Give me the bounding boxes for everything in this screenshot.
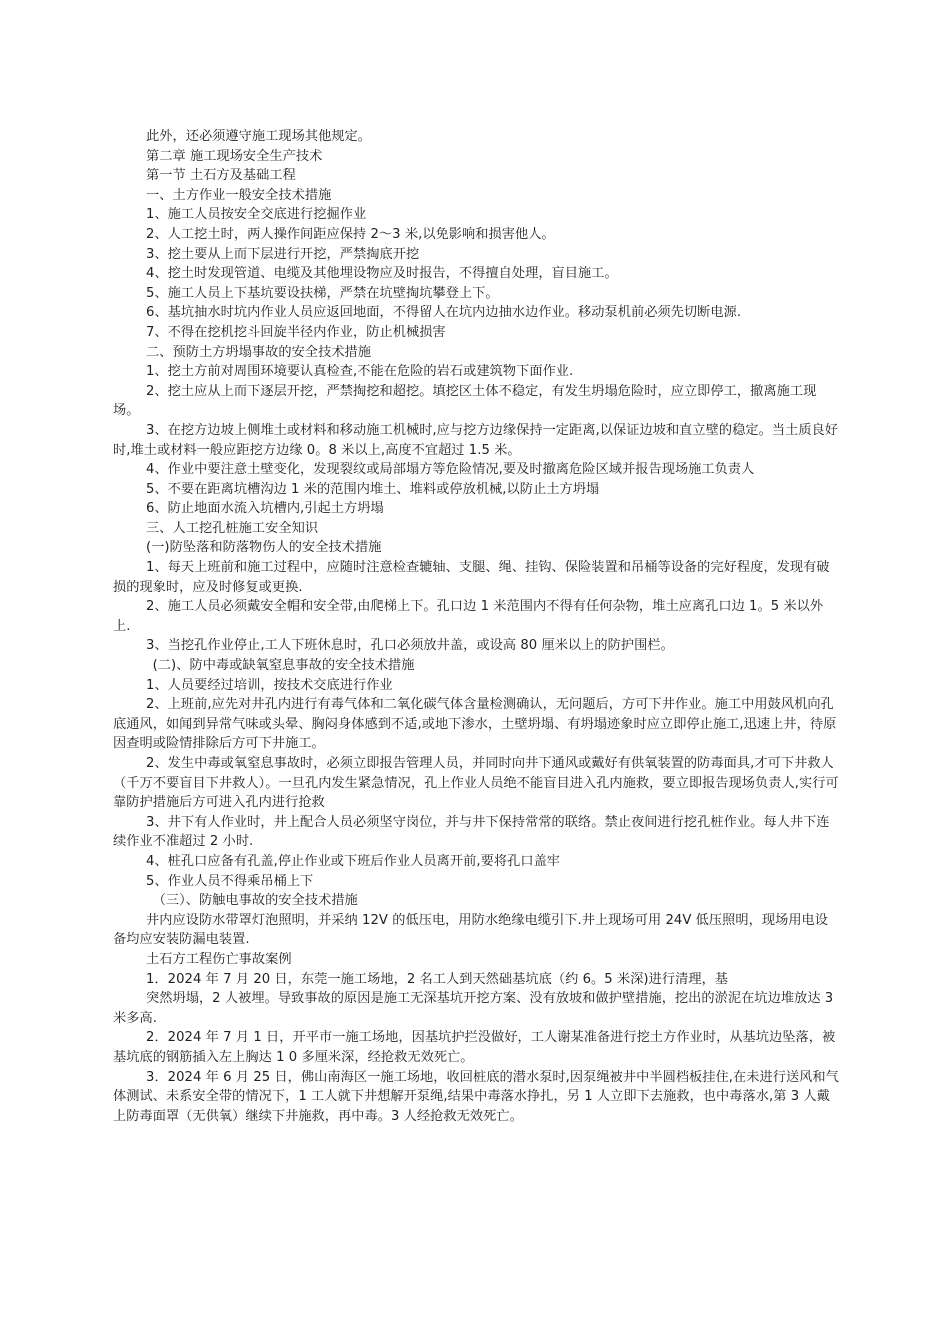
paragraph: (一)防坠落和防落物伤人的安全技术措施 [146,540,382,556]
paragraph: 2．2024 年 7 月 1 日，开平市一施工场地，因基坑护拦没做好，工人谢某准备进行挖土方作业时，从基坑边坠落，被基坑底的钢筋插入左上胸达 1 0 多厘米深，经抢救无效死亡。 [113,1030,836,1065]
paragraph: (二)、防中毒或缺氧窒息事故的安全技术措施 [152,658,415,674]
paragraph: 井内应设防水带罩灯泡照明，并采纳 12V 的低压电，用防水绝缘电缆引下.井上现场可用 24V 低压照明，现场用电设备均应安装防漏电装置. [113,912,829,948]
paragraph: 第一节 土石方及基础工程 [146,168,296,184]
paragraph: 1．2024 年 7 月 20 日，东莞一施工场地，2 名工人到天然础基坑底（约 6。5 米深)进行清理，基 [146,971,729,987]
paragraph: 3、挖土要从上而下层进行开挖，严禁掏底开挖 [146,246,420,262]
paragraph: 3、在挖方边坡上侧堆土或材料和移动施工机械时,应与挖方边缘保持一定距离,以保证边坡和直立壁的稳定。当土质良好时,堆土或材料一般应距挖方边缘 0。8 米以上,高度不宜超过 1.5 米。 [113,422,839,458]
paragraph: 第二章 施工现场安全生产技术 [146,148,323,164]
paragraph: 2、施工人员必须戴安全帽和安全带,由爬梯上下。孔口边 1 米范围内不得有任何杂物，堆土应离孔口边 1。5 米以外上. [113,599,824,634]
paragraph: 4、挖土时发现管道、电缆及其他埋设物应及时报告，不得擅自处理，盲目施工。 [146,266,618,282]
paragraph: 7、不得在挖机挖斗回旋半径内作业，防止机械损害 [146,324,446,340]
paragraph: （三）、防触电事故的安全技术措施 [152,893,358,909]
paragraph: 2、上班前,应先对井孔内进行有毒气体和二氧化碳气体含量检测确认，无问题后，方可下井作业。施工中用鼓风机向孔底通风，如闻到异常气味或头晕、胸闷身体感到不适,或地下渗水，土壁坍塌、有坍塌迹象时应立即停止施工,迅速上井，待原因查明或险情排除后方可下井施工。 [113,697,837,752]
document-body [113,127,839,1126]
paragraph: 6、防止地面水流入坑槽内,引起土方坍塌 [146,501,384,517]
paragraph: 三、人工挖孔桩施工安全知识 [146,520,319,536]
paragraph: 5、施工人员上下基坑要设扶梯，严禁在坑壁掏坑攀登上下。 [146,285,499,301]
paragraph: 一、土方作业一般安全技术措施 [146,187,332,203]
paragraph: 1、挖土方前对周围环境要认真检查,不能在危险的岩石或建筑物下面作业. [146,364,574,380]
paragraph: 3、当挖孔作业停止,工人下班休息时，孔口必须放井盖，或设高 80 厘米以上的防护围栏。 [146,638,674,654]
paragraph: 突然坍塌，2 人被埋。导致事故的原因是施工无深基坑开挖方案、没有放坡和做护壁措施，挖出的淤泥在坑边堆放达 3 米多高. [113,991,834,1026]
paragraph: 2、挖土应从上而下逐层开挖，严禁掏挖和超挖。填挖区土体不稳定，有发生坍塌危险时，应立即停工，撤离施工现场。 [113,383,817,419]
paragraph: 此外，还必须遵守施工现场其他规定。 [146,129,372,144]
paragraph: 2、人工挖土时，两人操作间距应保持 2～3 米,以免影响和损害他人。 [146,226,555,242]
paragraph: 5、不要在距离坑槽沟边 1 米的范围内堆土、堆料或停放机械,以防止土方坍塌 [146,481,600,497]
paragraph: 1、人员要经过培训，按技术交底进行作业 [146,677,393,693]
paragraph: 二、预防土方坍塌事故的安全技术措施 [146,344,372,360]
paragraph: 6、基坑抽水时坑内作业人员应返回地面，不得留人在坑内边抽水边作业。移动泵机前必须先切断电源. [146,305,742,321]
paragraph: 2、发生中毒或氧窒息事故时，必须立即报告管理人员，并同时向井下通风或戴好有供氧装置的防毒面具,才可下井救人（千万不要盲目下井救人）。一旦孔内发生紧急情况，孔上作业人员绝不能盲目进入孔内施救，要立即报告现场负责人,实行可靠防护措施后方可进入孔内进行抢救 [113,756,839,811]
paragraph: 3、井下有人作业时，井上配合人员必须坚守岗位，并与井下保持常常的联络。禁止夜间进行挖孔桩作业。每人井下连续作业不准超过 2 小时. [113,814,830,850]
paragraph: 4、作业中要注意土壁变化，发现裂纹或局部塌方等危险情况,要及时撤离危险区域并报告现场施工负责人 [146,462,755,478]
paragraph: 4、桩孔口应备有孔盖,停止作业或下班后作业人员离开前,要将孔口盖牢 [146,853,561,869]
paragraph: 1、施工人员按安全交底进行挖掘作业 [146,207,367,223]
paragraph: 3．2024 年 6 月 25 日，佛山南海区一施工场地，收回桩底的潜水泵时,因泵绳被井中半圆档板挂住,在未进行送风和气体测试、未系安全带的情况下，1 工人就下井想解开泵绳,结果中毒落水挣扎，另 1 人立即下去施救，也中毒落水,第 3 人戴上防毒面罩（无供氧）继续下井施救，再中毒。3 人经抢救无效死亡。 [113,1069,839,1124]
paragraph: 5、作业人员不得乘吊桶上下 [146,873,314,889]
paragraph: 土石方工程伤亡事故案例 [146,951,292,967]
paragraph: 1、每天上班前和施工过程中，应随时注意检查辘轴、支腿、绳、挂钩、保险装置和吊桶等设备的完好程度，发现有破损的现象时，应及时修复或更换. [113,560,830,595]
